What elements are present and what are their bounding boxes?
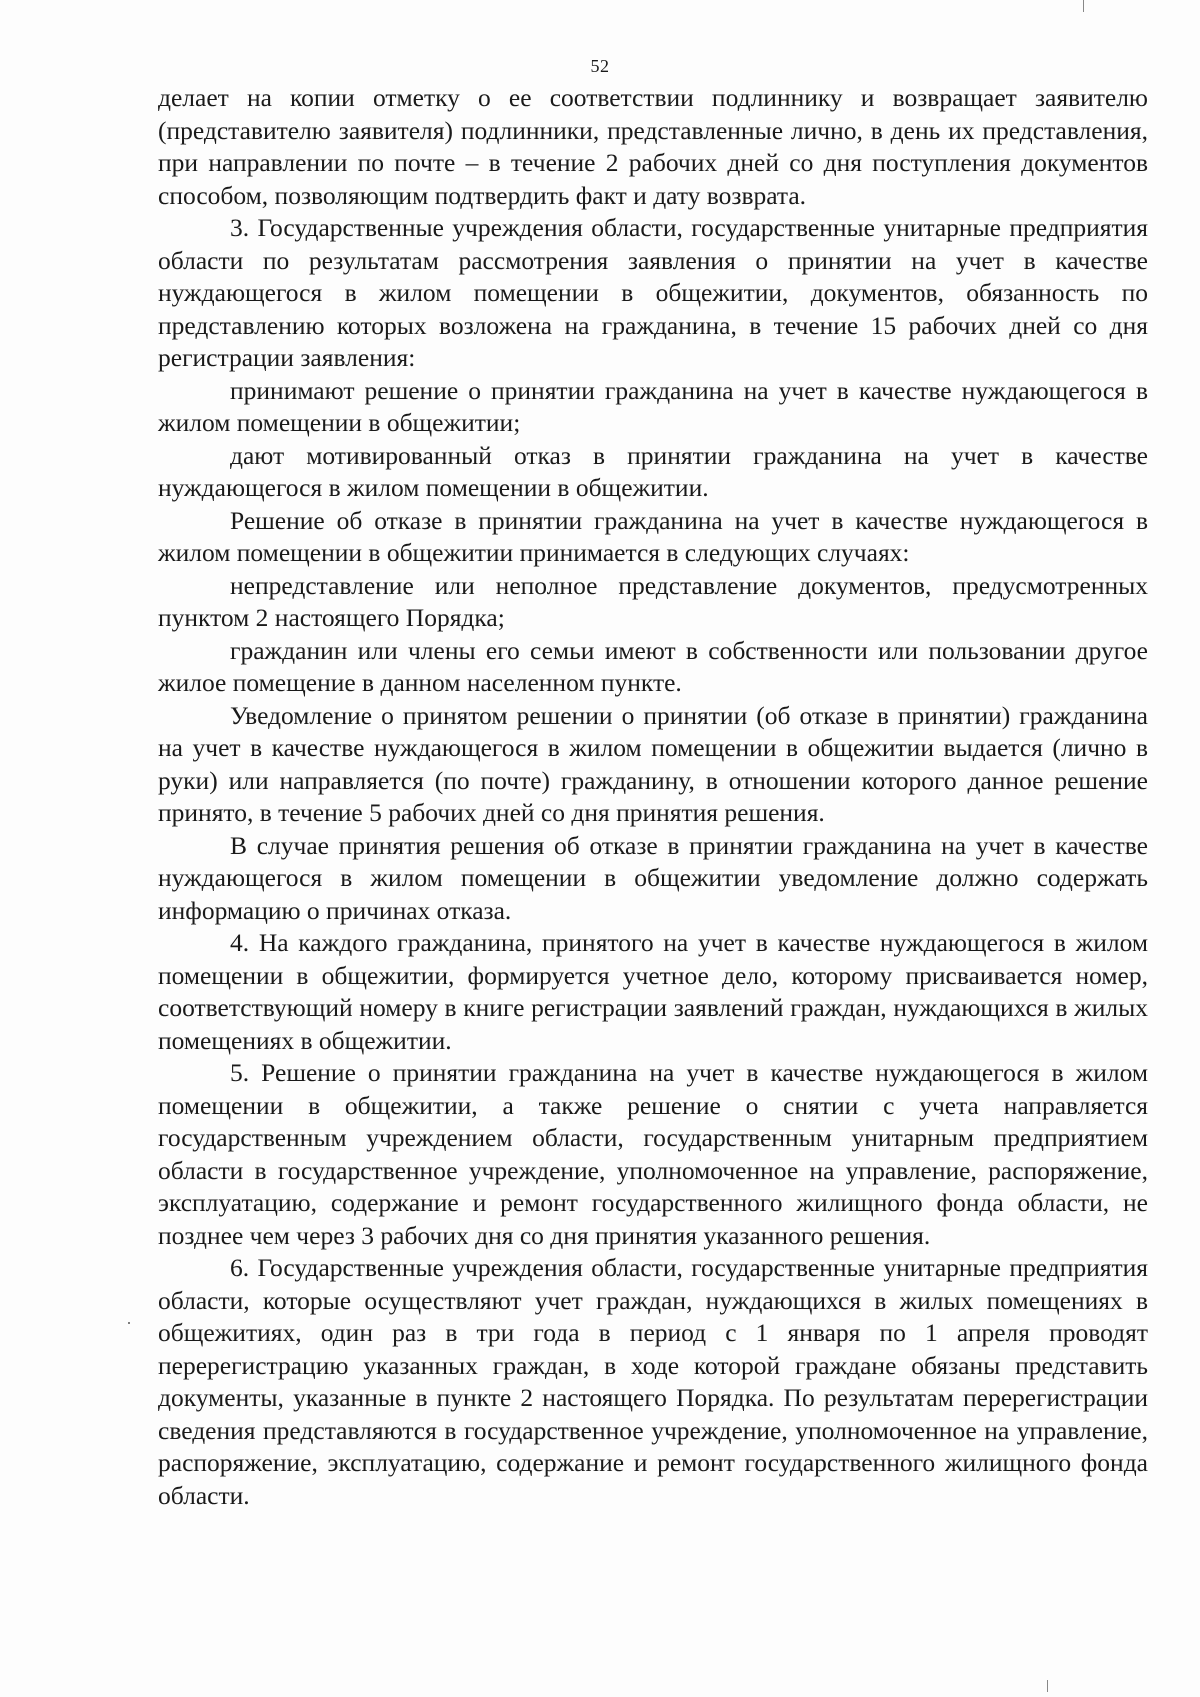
paragraph-item-5: 5. Решение о принятии гражданина на учет в качестве нуждающегося в жилом помещении в общежитии, а также решение о снятии с учета направляется государственным учреждением области, государственным унитарным предприятием области в государственное учреждение, уполномоченное на управление, распоряжение, эксплуатацию, содержание и ремонт государственного жилищного фонда области, не позднее чем через 3 рабочих дня со дня принятия указанного решения. [158, 1058, 1148, 1250]
paragraph-notification: Уведомление о принятом решении о принятии (об отказе в принятии) гражданина на учет в качестве нуждающегося в жилом помещении в общежитии выдается (лично в руки) или направляется (по почте) гражданину, в отношении которого данное решение принято, в течение 5 рабочих дней со дня принятия решения. [158, 700, 1148, 827]
scan-edge-mark [1047, 1680, 1048, 1692]
paragraph-item-3: 3. Государственные учреждения области, государственные унитарные предприятия области по результатам рассмотрения заявления о принятии на учет в качестве нуждающегося в жилом помещении в общежитии, документов, обязанность по представлению которых возложена на гражданина, в течение 15 рабочих дней со дня регистрации заявления: [158, 213, 1148, 372]
paragraph-refusal-case-documents: непредставление или неполное представление документов, предусмотренных пунктом 2 настоящего Порядка; [158, 570, 1148, 632]
paragraph-continuation: делает на копии отметку о ее соответствии подлиннику и возвращает заявителю (представителю заявителя) подлинники, представленные лично, в день их представления, при направлении по почте – в течение 2 рабочих дней со дня поступления документов способом, позволяющим подтвердить факт и дату возврата. [158, 83, 1148, 210]
paragraph-item-3-option-refuse: дают мотивированный отказ в принятии гражданина на учет в качестве нуждающегося в жилом помещении в общежитии. [158, 440, 1148, 502]
paragraph-item-3-option-accept: принимают решение о принятии гражданина на учет в качестве нуждающегося в жилом помещении в общежитии; [158, 375, 1148, 437]
page-number: 52 [590, 56, 610, 76]
scan-edge-mark [1083, 0, 1084, 12]
paragraph-item-6: 6. Государственные учреждения области, государственные унитарные предприятия области, которые осуществляют учет граждан, нуждающихся в жилых помещениях в общежитиях, один раз в три года в период с 1 января по 1 апреля проводят перерегистрацию указанных граждан, в ходе которой граждане обязаны представить документы, указанные в пункте 2 настоящего Порядка. По результатам перерегистрации сведения представляются в государственное учреждение, уполномоченное на управление, распоряжение, эксплуатацию, содержание и ремонт государственного жилищного фонда области. [158, 1253, 1148, 1510]
paragraph-item-4: 4. На каждого гражданина, принятого на учет в качестве нуждающегося в жилом помещении в общежитии, формируется учетное дело, которому присваивается номер, соответствующий номеру в книге регистрации заявлений граждан, нуждающихся в жилых помещениях в общежитии. [158, 928, 1148, 1055]
scan-speck [128, 1322, 130, 1324]
paragraph-refusal-cases: Решение об отказе в принятии гражданина на учет в качестве нуждающегося в жилом помещении в общежитии принимается в следующих случаях: [158, 505, 1148, 567]
paragraph-refusal-case-housing: гражданин или члены его семьи имеют в собственности или пользовании другое жилое помещение в данном населенном пункте. [158, 635, 1148, 697]
paragraph-refusal-notice-content: В случае принятия решения об отказе в принятии гражданина на учет в качестве нуждающегося в жилом помещении в общежитии уведомление должно содержать информацию о причинах отказа. [158, 830, 1148, 925]
document-body [158, 82, 1148, 1512]
